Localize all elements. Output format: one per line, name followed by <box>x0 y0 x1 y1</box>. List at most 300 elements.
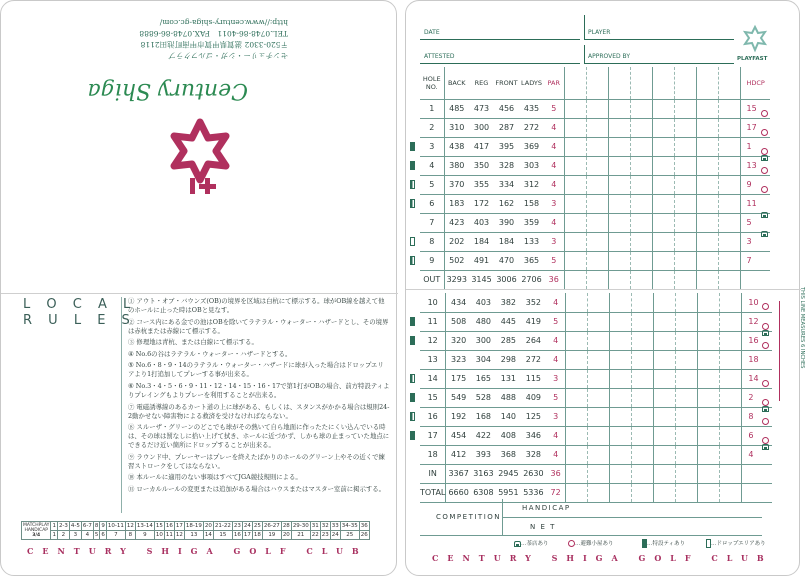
drop-area-icon <box>706 539 711 548</box>
ladys-yardage: 365 <box>519 251 544 270</box>
hole-score-cell[interactable] <box>720 445 742 464</box>
hole-score-cell[interactable] <box>676 369 698 388</box>
hole-score-cell[interactable] <box>720 369 742 388</box>
hole-score-cell[interactable] <box>696 232 718 251</box>
total-score-cell[interactable] <box>698 464 720 483</box>
hole-score-cell[interactable] <box>674 194 696 213</box>
tee-marker-icon <box>410 256 415 265</box>
hole-score-cell[interactable] <box>652 251 674 270</box>
hole-score-cell[interactable] <box>610 369 632 388</box>
hole-score-cell[interactable] <box>566 407 588 426</box>
hole-score-cell[interactable] <box>696 194 718 213</box>
hole-score-cell[interactable] <box>610 445 632 464</box>
par-value: 4 <box>544 175 564 194</box>
scorecard-panel <box>405 0 805 576</box>
hole-score-cell[interactable] <box>610 407 632 426</box>
total-score-cell[interactable] <box>586 270 608 289</box>
front-yardage: 470 <box>494 251 519 270</box>
hdcp-value: 7 <box>740 251 770 270</box>
brand-logotype: Century Shiga <box>87 78 248 103</box>
matchplay-strokes-cell: 3 <box>69 531 81 540</box>
hole-row <box>420 388 772 407</box>
reg-yardage: 403 <box>469 213 494 232</box>
hole-score-cell[interactable] <box>718 99 740 118</box>
hdcp-total <box>742 464 772 483</box>
attested-field[interactable] <box>420 63 580 64</box>
attested-label: ATTESTED <box>424 53 455 60</box>
hole-score-cell[interactable] <box>720 407 742 426</box>
total-score-cell[interactable] <box>696 270 718 289</box>
player-header-score-cell[interactable] <box>696 67 718 99</box>
hole-score-cell[interactable] <box>564 175 586 194</box>
hole-score-cell[interactable] <box>652 156 674 175</box>
hole-score-cell[interactable] <box>586 175 608 194</box>
ladys-header: LADYS <box>519 67 544 99</box>
hole-score-cell[interactable] <box>632 369 654 388</box>
divider <box>420 535 762 536</box>
hole-score-cell[interactable] <box>630 137 652 156</box>
ladys-yardage: 328 <box>521 445 546 464</box>
teahouse-icon <box>514 541 521 547</box>
hole-number: 17 <box>420 426 446 445</box>
shelter-icon <box>762 323 769 330</box>
hole-score-cell[interactable] <box>630 118 652 137</box>
hole-score-cell[interactable] <box>652 213 674 232</box>
hole-score-cell[interactable] <box>696 156 718 175</box>
hole-score-cell[interactable] <box>588 350 610 369</box>
hole-score-cell[interactable] <box>564 99 586 118</box>
hole-score-cell[interactable] <box>588 331 610 350</box>
hole-score-cell[interactable] <box>566 331 588 350</box>
date-field[interactable] <box>420 39 580 40</box>
total-score-cell[interactable] <box>698 483 720 502</box>
matchplay-strokes-cell: 10 <box>155 532 163 538</box>
hdcp-value: 12 <box>742 312 772 331</box>
hole-score-cell[interactable] <box>718 137 740 156</box>
par-value: 3 <box>544 194 564 213</box>
hole-number: 4 <box>420 156 444 175</box>
hole-score-cell[interactable] <box>652 137 674 156</box>
hole-score-cell[interactable] <box>720 350 742 369</box>
hole-score-cell[interactable] <box>674 99 696 118</box>
hole-score-cell[interactable] <box>608 99 630 118</box>
hole-score-cell[interactable] <box>610 312 632 331</box>
rule-item: ④ No.6の谷はラテラル・ウォーター・ハザードとする。 <box>128 349 292 358</box>
hole-score-cell[interactable] <box>564 194 586 213</box>
total-score-cell[interactable] <box>632 464 654 483</box>
total-score-cell[interactable] <box>630 270 652 289</box>
matchplay-handicap-cell: 8 <box>94 523 99 529</box>
hole-row <box>420 232 770 251</box>
hole-score-cell[interactable] <box>608 137 630 156</box>
column-header-row <box>420 67 770 99</box>
net-label: N E T <box>530 523 556 531</box>
approved-by-field[interactable] <box>584 63 734 64</box>
hole-score-cell[interactable] <box>608 251 630 270</box>
total-score-cell[interactable] <box>566 464 588 483</box>
hole-score-cell[interactable] <box>608 175 630 194</box>
hole-score-cell[interactable] <box>632 331 654 350</box>
hole-score-cell[interactable] <box>566 350 588 369</box>
hole-score-cell[interactable] <box>586 118 608 137</box>
hole-score-cell[interactable] <box>632 407 654 426</box>
hole-score-cell[interactable] <box>718 213 740 232</box>
hole-score-cell[interactable] <box>632 388 654 407</box>
hole-score-cell[interactable] <box>698 426 720 445</box>
teahouse-icon <box>761 212 768 218</box>
ladys-yardage: 435 <box>519 99 544 118</box>
hole-score-cell[interactable] <box>654 293 676 312</box>
hole-score-cell[interactable] <box>654 407 676 426</box>
rule-item: ⑩ 本ルールに適用のない事項はすべてJGA競技規則による。 <box>128 473 302 482</box>
hole-score-cell[interactable] <box>652 232 674 251</box>
hole-score-cell[interactable] <box>674 175 696 194</box>
player-header-score-cell[interactable] <box>586 67 608 99</box>
hole-row <box>420 426 772 445</box>
hdcp-value: 5 <box>740 213 770 232</box>
hole-score-cell[interactable] <box>652 194 674 213</box>
hole-score-cell[interactable] <box>696 213 718 232</box>
total-score-cell[interactable] <box>720 464 742 483</box>
hole-score-cell[interactable] <box>698 407 720 426</box>
hole-row <box>420 213 770 232</box>
star-logo-icon <box>164 110 236 198</box>
hole-score-cell[interactable] <box>586 156 608 175</box>
hole-score-cell[interactable] <box>566 426 588 445</box>
hole-score-cell[interactable] <box>696 118 718 137</box>
player-header-score-cell[interactable] <box>674 67 696 99</box>
matchplay-handicap-cell: 20 <box>204 523 212 529</box>
hole-score-cell[interactable] <box>630 194 652 213</box>
matchplay-strokes-cell: 1 <box>52 532 56 538</box>
hole-score-cell[interactable] <box>654 445 676 464</box>
hole-score-cell[interactable] <box>676 331 698 350</box>
hole-score-cell[interactable] <box>674 232 696 251</box>
hole-score-cell[interactable] <box>718 118 740 137</box>
matchplay-handicap-cell: 17 <box>175 523 183 529</box>
hole-score-cell[interactable] <box>718 232 740 251</box>
matchplay-handicap-cell: 21-22 <box>214 523 231 529</box>
matchplay-handicap-cell: 24 <box>243 523 251 529</box>
hole-score-cell[interactable] <box>696 137 718 156</box>
hole-score-cell[interactable] <box>654 369 676 388</box>
hole-score-cell[interactable] <box>608 118 630 137</box>
front-total: 5951 <box>496 483 521 502</box>
hole-score-cell[interactable] <box>696 251 718 270</box>
hole-score-cell[interactable] <box>676 445 698 464</box>
hole-score-cell[interactable] <box>630 99 652 118</box>
front-yardage: 162 <box>494 194 519 213</box>
shelter-icon <box>762 399 769 406</box>
hole-score-cell[interactable] <box>632 426 654 445</box>
hole-score-cell[interactable] <box>718 156 740 175</box>
reg-total: 6308 <box>471 483 496 502</box>
hole-score-cell[interactable] <box>610 426 632 445</box>
rule-item: ③ 修理地は青杭、または白線にて標示する。 <box>128 338 258 347</box>
hole-score-cell[interactable] <box>630 232 652 251</box>
reg-header: REG <box>469 67 494 99</box>
front-yardage: 287 <box>494 118 519 137</box>
hole-score-cell[interactable] <box>696 99 718 118</box>
cover-upside-down <box>1 1 398 293</box>
hdcp-value: 17 <box>740 118 770 137</box>
total-score-cell[interactable] <box>588 483 610 502</box>
back-yardage: 192 <box>446 407 471 426</box>
hole-score-cell[interactable] <box>566 388 588 407</box>
matchplay-handicap-cell: 28 <box>282 523 290 529</box>
hole-score-cell[interactable] <box>564 118 586 137</box>
player-field[interactable] <box>584 39 734 40</box>
total-score-cell[interactable] <box>654 483 676 502</box>
matchplay-handicap-table <box>21 521 370 540</box>
hole-score-cell[interactable] <box>566 293 588 312</box>
total-row <box>420 270 770 289</box>
hole-score-cell[interactable] <box>586 251 608 270</box>
hole-row <box>420 99 770 118</box>
hole-score-cell[interactable] <box>720 293 742 312</box>
hole-score-cell[interactable] <box>698 293 720 312</box>
hole-score-cell[interactable] <box>676 350 698 369</box>
matchplay-strokes-cell: 11 <box>165 532 173 538</box>
hole-score-cell[interactable] <box>698 312 720 331</box>
hole-score-cell[interactable] <box>564 232 586 251</box>
hole-number: 6 <box>420 194 444 213</box>
total-score-cell[interactable] <box>676 464 698 483</box>
hole-score-cell[interactable] <box>720 312 742 331</box>
total-score-cell[interactable] <box>566 483 588 502</box>
hole-score-cell[interactable] <box>588 312 610 331</box>
club-name: CENTURY SHIGA GOLF CLUB <box>27 546 368 556</box>
player-header-score-cell[interactable] <box>630 67 652 99</box>
hole-score-cell[interactable] <box>652 175 674 194</box>
address-line: 〒520-3302 滋賀県甲賀市甲南町池田2118 <box>140 40 288 49</box>
hole-score-cell[interactable] <box>588 426 610 445</box>
total-score-cell[interactable] <box>718 270 740 289</box>
par-total: 36 <box>546 464 566 483</box>
total-score-cell[interactable] <box>676 483 698 502</box>
hole-score-cell[interactable] <box>608 156 630 175</box>
hole-score-cell[interactable] <box>654 331 676 350</box>
front-yardage: 131 <box>496 369 521 388</box>
hole-score-cell[interactable] <box>588 369 610 388</box>
hole-score-cell[interactable] <box>586 232 608 251</box>
hole-score-cell[interactable] <box>698 388 720 407</box>
hole-score-cell[interactable] <box>718 251 740 270</box>
hole-score-cell[interactable] <box>674 118 696 137</box>
front-yardage: 140 <box>496 407 521 426</box>
ladys-yardage: 369 <box>519 137 544 156</box>
hole-number: 9 <box>420 251 444 270</box>
hole-score-cell[interactable] <box>676 293 698 312</box>
hole-score-cell[interactable] <box>718 175 740 194</box>
hole-score-cell[interactable] <box>674 137 696 156</box>
hole-score-cell[interactable] <box>630 213 652 232</box>
ladys-yardage: 359 <box>519 213 544 232</box>
hole-score-cell[interactable] <box>564 156 586 175</box>
in-score-table <box>420 293 772 503</box>
hole-number: 11 <box>420 312 446 331</box>
hole-score-cell[interactable] <box>698 331 720 350</box>
total-score-cell[interactable] <box>674 270 696 289</box>
fold-line <box>1 293 398 294</box>
hole-score-cell[interactable] <box>676 312 698 331</box>
hole-score-cell[interactable] <box>630 156 652 175</box>
total-score-cell[interactable] <box>720 483 742 502</box>
hole-score-cell[interactable] <box>608 213 630 232</box>
hole-score-cell[interactable] <box>632 350 654 369</box>
hole-row <box>420 350 772 369</box>
rule-item: ⑤ No.6・8・9・14のラテラル・ウォーター・ハザードに球が入った場合はドロップエリアより1打追加してプレーする事が出来る。 <box>128 361 384 379</box>
matchplay-strokes-cell: 24 <box>331 532 339 538</box>
front-yardage: 328 <box>494 156 519 175</box>
hole-score-cell[interactable] <box>564 137 586 156</box>
matchplay-handicap-cell: 36 <box>360 523 368 529</box>
total-score-cell[interactable] <box>588 464 610 483</box>
hole-score-cell[interactable] <box>608 194 630 213</box>
hole-score-cell[interactable] <box>632 445 654 464</box>
front-yardage: 298 <box>496 350 521 369</box>
total-score-cell[interactable] <box>654 464 676 483</box>
hole-score-cell[interactable] <box>608 232 630 251</box>
hole-score-cell[interactable] <box>588 293 610 312</box>
hole-score-cell[interactable] <box>676 388 698 407</box>
hole-score-cell[interactable] <box>586 137 608 156</box>
hole-score-cell[interactable] <box>652 99 674 118</box>
hole-score-cell[interactable] <box>652 118 674 137</box>
hole-score-cell[interactable] <box>632 293 654 312</box>
hole-score-cell[interactable] <box>654 388 676 407</box>
rule-item: ⑨ ラウンド中、プレーヤーはプレーを終えたばかりのホールのグリーン上やその近くで練習ストロークをしてはならない。 <box>128 452 385 470</box>
hole-number: 13 <box>420 350 446 369</box>
hole-score-cell[interactable] <box>586 99 608 118</box>
player-header-score-cell[interactable] <box>564 67 586 99</box>
ladys-yardage: 346 <box>521 426 546 445</box>
hole-score-cell[interactable] <box>676 426 698 445</box>
rule-item: ⑧ スルーザ・グリーンのどこでも球がその熱いて自ら地面に作ったたにくい込んでいる時は、その球は罰なしに拾い上げて拭き、ホールに近づかず、しかも球の止まっていた地点にできるだけ近い箇所にドロップすることが出来る。 <box>128 423 390 450</box>
matchplay-handicap-cell: 32 <box>321 523 329 529</box>
total-score-cell[interactable] <box>608 270 630 289</box>
hole-score-cell[interactable] <box>566 312 588 331</box>
hole-number: 10 <box>420 293 446 312</box>
hole-row <box>420 312 772 331</box>
hole-score-cell[interactable] <box>610 331 632 350</box>
hdcp-value: 16 <box>742 331 772 350</box>
local-rules-panel <box>0 0 397 576</box>
matchplay-handicap-cell: 26-27 <box>263 523 280 529</box>
hole-score-cell[interactable] <box>698 369 720 388</box>
hole-score-cell[interactable] <box>586 194 608 213</box>
hole-score-cell[interactable] <box>696 175 718 194</box>
total-label: IN <box>420 464 446 483</box>
hole-score-cell[interactable] <box>654 312 676 331</box>
matchplay-strokes-cell: 12 <box>175 532 183 538</box>
address-line: TEL.0748-86-4011 FAX.0748-86-6888 <box>139 29 288 38</box>
hole-score-cell[interactable] <box>630 175 652 194</box>
reg-yardage: 300 <box>469 118 494 137</box>
hole-score-cell[interactable] <box>566 369 588 388</box>
hole-score-cell[interactable] <box>630 251 652 270</box>
player-header-score-cell[interactable] <box>608 67 630 99</box>
hole-score-cell[interactable] <box>720 388 742 407</box>
hole-score-cell[interactable] <box>586 213 608 232</box>
hdcp-value: 9 <box>740 175 770 194</box>
back-header: BACK <box>444 67 469 99</box>
back-total: 3367 <box>446 464 471 483</box>
hole-score-cell[interactable] <box>720 331 742 350</box>
back-yardage: 320 <box>446 331 471 350</box>
par-value: 5 <box>544 251 564 270</box>
handicap-label: HANDICAP <box>522 504 571 512</box>
player-header-score-cell[interactable] <box>652 67 674 99</box>
total-score-cell[interactable] <box>610 464 632 483</box>
hole-score-cell[interactable] <box>698 350 720 369</box>
front-header: FRONT <box>494 67 519 99</box>
matchplay-handicap-cell: 18-19 <box>185 523 202 529</box>
hole-score-cell[interactable] <box>674 156 696 175</box>
hole-score-cell[interactable] <box>588 388 610 407</box>
hole-score-cell[interactable] <box>564 251 586 270</box>
total-score-cell[interactable] <box>652 270 674 289</box>
back-total: 6660 <box>446 483 471 502</box>
hole-score-cell[interactable] <box>588 445 610 464</box>
hole-score-cell[interactable] <box>674 251 696 270</box>
player-header-score-cell[interactable] <box>718 67 740 99</box>
hole-score-cell[interactable] <box>654 426 676 445</box>
reg-yardage: 480 <box>471 312 496 331</box>
total-score-cell[interactable] <box>632 483 654 502</box>
hdcp-value: 11 <box>740 194 770 213</box>
tee-marker-icon <box>410 412 415 421</box>
hole-score-cell[interactable] <box>610 293 632 312</box>
matchplay-strokes-cell: 19 <box>262 531 281 540</box>
total-score-cell[interactable] <box>564 270 586 289</box>
hole-score-cell[interactable] <box>698 445 720 464</box>
reg-yardage: 350 <box>469 156 494 175</box>
hole-score-cell[interactable] <box>632 312 654 331</box>
shelter-icon <box>762 380 769 387</box>
shelter-icon <box>762 437 769 444</box>
hole-score-cell[interactable] <box>566 445 588 464</box>
shelter-icon <box>762 303 769 310</box>
matchplay-strokes-cell: 21 <box>291 531 310 540</box>
matchplay-handicap-cell: 33 <box>331 523 339 529</box>
address-line: http://www.century-shiga-gc.com/ <box>159 18 288 27</box>
teahouse-icon <box>762 330 769 336</box>
hole-score-cell[interactable] <box>564 213 586 232</box>
hole-score-cell[interactable] <box>654 350 676 369</box>
hole-score-cell[interactable] <box>676 407 698 426</box>
matchplay-strokes-cell: 6 <box>101 532 105 538</box>
hole-score-cell[interactable] <box>674 213 696 232</box>
hole-score-cell[interactable] <box>720 426 742 445</box>
front-total: 3006 <box>494 270 519 289</box>
hole-score-cell[interactable] <box>718 194 740 213</box>
total-score-cell[interactable] <box>610 483 632 502</box>
club-name: CENTURY SHIGA GOLF CLUB <box>432 553 773 563</box>
shelter-icon <box>762 418 769 425</box>
matchplay-strokes-cell: 4 <box>81 531 93 540</box>
hdcp-value: 18 <box>742 350 772 369</box>
par-value: 5 <box>544 99 564 118</box>
tee-marker-icon <box>410 237 415 246</box>
fold-line <box>406 289 801 290</box>
hole-score-cell[interactable] <box>588 407 610 426</box>
hole-score-cell[interactable] <box>610 350 632 369</box>
front-yardage: 368 <box>496 445 521 464</box>
hole-no-header: HOLE NO. <box>420 67 444 99</box>
hole-score-cell[interactable] <box>610 388 632 407</box>
matchplay-handicap-cell: 9 <box>101 523 105 529</box>
